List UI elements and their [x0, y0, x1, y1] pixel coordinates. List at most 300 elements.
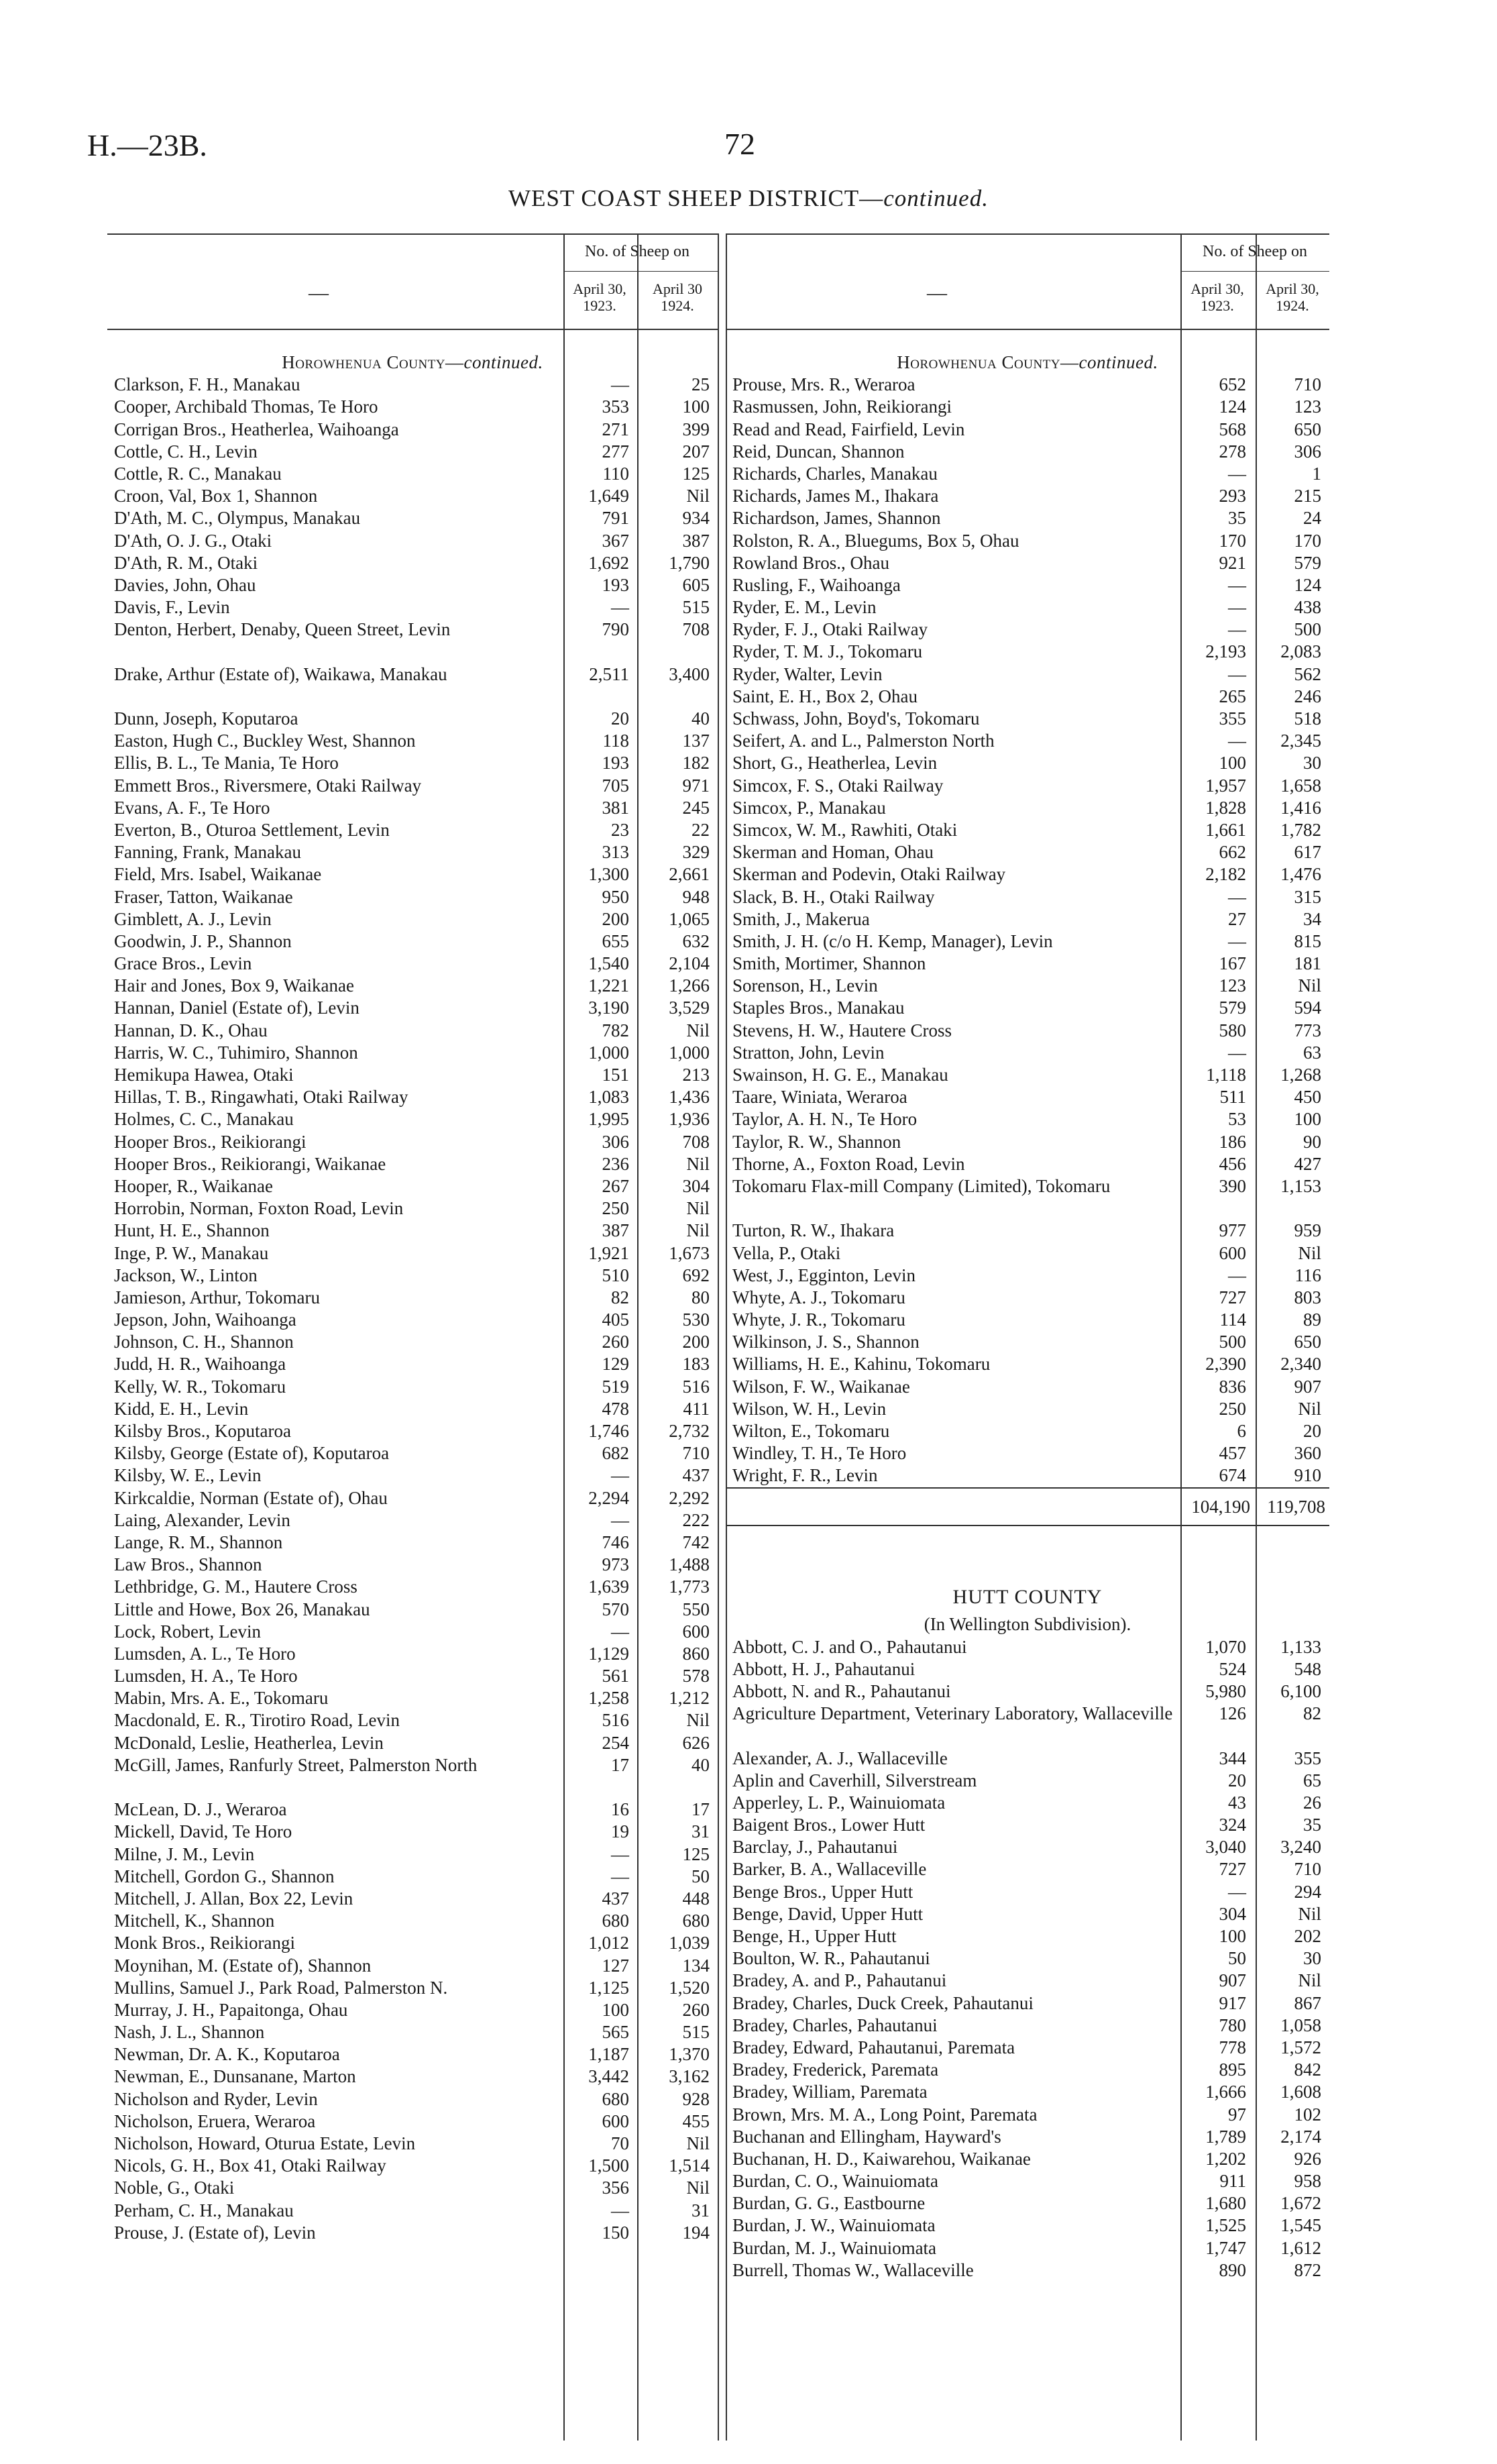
table-row	[107, 1287, 718, 1309]
sheep-1924: 934	[682, 508, 710, 529]
sheep-1924: Nil	[686, 2178, 710, 2198]
sheep-1923: 791	[602, 508, 629, 529]
sheep-1924: 455	[682, 2110, 710, 2131]
table-row	[726, 596, 1329, 619]
table-row	[107, 1687, 718, 1709]
holder-name: Law Bros., Shannon	[114, 1554, 262, 1575]
sheep-1924: Nil	[686, 1220, 710, 1241]
sheep-1923: 674	[1219, 1465, 1246, 1486]
holder-name: Mitchell, J. Allan, Box 22, Levin	[114, 1888, 353, 1909]
holder-name: Lumsden, H. A., Te Horo	[114, 1666, 298, 1686]
sheep-1923: 23	[611, 819, 629, 840]
sheep-1923: 895	[1219, 2059, 1246, 2080]
sheep-1923: 662	[1219, 842, 1246, 863]
holder-name: Smith, J., Makerua	[732, 908, 870, 929]
sheep-1924: 530	[682, 1309, 710, 1330]
table-row	[726, 797, 1329, 819]
sheep-1924: 710	[1294, 1859, 1321, 1880]
holder-name: Taylor, A. H. N., Te Horo	[732, 1109, 918, 1130]
sheep-1923: 381	[602, 797, 629, 818]
page-number: 72	[724, 127, 755, 161]
table-row	[107, 797, 718, 819]
holder-name: Dunn, Joseph, Koputaroa	[114, 708, 298, 729]
table-row	[726, 1353, 1329, 1375]
holder-name: Bradey, A. and P., Pahautanui	[732, 1970, 947, 1991]
sheep-1923: 5,980	[1205, 1680, 1246, 1701]
sheep-1924: 213	[682, 1065, 710, 1085]
table-row	[726, 953, 1329, 975]
sheep-1924: 1,672	[1280, 2193, 1321, 2214]
table-row	[107, 507, 718, 529]
sheep-1923: 167	[1219, 953, 1246, 974]
sheep-1924: 518	[1294, 708, 1321, 729]
table-row	[107, 1331, 718, 1353]
table-row	[107, 1665, 718, 1687]
table-row	[107, 374, 718, 396]
holder-name: Emmett Bros., Riversmere, Otaki Railway	[114, 775, 422, 796]
header-col-1924: April 30, 1924.	[1266, 280, 1319, 314]
table-row	[726, 663, 1329, 686]
sheep-1923: 1,540	[588, 953, 629, 974]
holder-name: Everton, B., Oturoa Settlement, Levin	[114, 819, 390, 840]
table-row	[107, 1309, 718, 1331]
section-heading	[107, 352, 718, 374]
sheep-1924: 803	[1294, 1287, 1321, 1307]
sheep-1924: 222	[682, 1509, 710, 1530]
sheep-1924: 860	[682, 1643, 710, 1664]
sheep-1924: 124	[1294, 574, 1321, 595]
table-row	[107, 1420, 718, 1442]
sheep-1923: —	[1228, 731, 1246, 751]
sheep-1924: Nil	[686, 1153, 710, 1174]
sheep-1924: 617	[1294, 842, 1321, 863]
sheep-1923: 127	[602, 1955, 629, 1976]
sheep-1924: Nil	[1298, 1970, 1321, 1991]
table-row	[107, 1042, 718, 1064]
holder-name: Lumsden, A. L., Te Horo	[114, 1643, 296, 1664]
sheep-1923: 1,525	[1205, 2215, 1246, 2236]
header-group-rule	[563, 271, 718, 272]
holder-name: Reid, Duncan, Shannon	[732, 441, 905, 462]
holder-name: Rusling, F., Waihoanga	[732, 574, 901, 595]
sheep-1923: 250	[602, 1198, 629, 1219]
sheep-1924: 948	[682, 886, 710, 907]
document-reference: H.—23B.	[87, 128, 207, 162]
holder-name: Lethbridge, G. M., Hautere Cross	[114, 1576, 357, 1597]
sheep-1924: 137	[682, 731, 710, 751]
table-row	[107, 2177, 718, 2199]
sheep-1924: 680	[682, 1911, 710, 1931]
sheep-1923: 437	[602, 1888, 629, 1909]
sheep-1924: 1,488	[669, 1554, 710, 1575]
table-row	[107, 530, 718, 552]
holder-name: McDonald, Leslie, Heatherlea, Levin	[114, 1732, 384, 1753]
sheep-1924: 605	[682, 574, 710, 595]
sheep-1924: 1,153	[1280, 1175, 1321, 1196]
sheep-1924: 438	[1294, 597, 1321, 618]
table-row	[726, 419, 1329, 441]
holder-name: D'Ath, R. M., Otaki	[114, 552, 258, 573]
sheep-1923: —	[1228, 1881, 1246, 1902]
sheep-1924: 958	[1294, 2171, 1321, 2192]
table-row	[726, 819, 1329, 841]
sheep-1923: 3,190	[588, 998, 629, 1018]
table-row	[107, 2066, 718, 2088]
right-rows	[726, 352, 1329, 2282]
sheep-1923: 353	[602, 396, 629, 417]
section-gap	[726, 1526, 1329, 1583]
table-row	[107, 619, 718, 663]
sheep-1923: 1,221	[588, 975, 629, 996]
sheep-1923: 186	[1219, 1131, 1246, 1152]
holder-name: Burdan, C. O., Wainuiomata	[732, 2171, 939, 2192]
sheep-1923: 151	[602, 1065, 629, 1085]
sheep-1924: 3,240	[1280, 1837, 1321, 1858]
header-dash: —	[927, 282, 947, 304]
sheep-1924: 1,790	[669, 552, 710, 573]
holder-name: Mickell, David, Te Horo	[114, 1821, 292, 1842]
holder-name: Kirkcaldie, Norman (Estate of), Ohau	[114, 1487, 388, 1508]
holder-name: Nicols, G. H., Box 41, Otaki Railway	[114, 2155, 386, 2176]
sheep-1923: 123	[1219, 975, 1246, 996]
holder-name: Taylor, R. W., Shannon	[732, 1131, 901, 1152]
sheep-1923: 790	[602, 619, 629, 640]
table-row	[726, 2170, 1329, 2192]
holder-name: Milne, J. M., Levin	[114, 1843, 255, 1864]
sheep-1923: 390	[1219, 1175, 1246, 1196]
table-row	[726, 708, 1329, 730]
table-row	[726, 1658, 1329, 1680]
table-row	[107, 1599, 718, 1621]
table-row	[107, 752, 718, 774]
sheep-1923: 27	[1228, 908, 1246, 929]
table-row	[107, 1532, 718, 1554]
holder-name: Vella, P., Otaki	[732, 1242, 841, 1263]
holder-name: Hannan, D. K., Ohau	[114, 1020, 268, 1040]
table-row	[726, 463, 1329, 485]
sheep-1923: 579	[1219, 998, 1246, 1018]
holder-name: West, J., Egginton, Levin	[732, 1265, 916, 1285]
table-row	[726, 1680, 1329, 1703]
holder-name: Kilsby, W. E., Levin	[114, 1465, 262, 1486]
sheep-1924: 600	[682, 1621, 710, 1642]
holder-name: Rolston, R. A., Bluegums, Box 5, Ohau	[732, 530, 1019, 551]
sheep-1924: 125	[682, 463, 710, 484]
table-row	[107, 1353, 718, 1375]
table-row	[107, 1487, 718, 1509]
holder-name: Wilson, F. W., Waikanae	[732, 1376, 910, 1397]
sheep-1924: 1,545	[1280, 2215, 1321, 2236]
sheep-1924: 100	[1294, 1109, 1321, 1130]
holder-name: Moynihan, M. (Estate of), Shannon	[114, 1955, 372, 1976]
sheep-1924: 215	[1294, 486, 1321, 506]
sheep-1924: Nil	[1298, 1903, 1321, 1924]
holder-name: Read and Read, Fairfield, Levin	[732, 419, 965, 439]
table-row	[726, 1220, 1329, 1242]
sheep-1924: 399	[682, 419, 710, 439]
table-row	[726, 930, 1329, 953]
sheep-1924: 40	[691, 708, 710, 729]
sheep-1924: 515	[682, 2022, 710, 2043]
holder-name: Burdan, G. G., Eastbourne	[732, 2193, 926, 2214]
sheep-1924: 579	[1294, 552, 1321, 573]
table-row	[107, 485, 718, 507]
sheep-1923: —	[1228, 619, 1246, 640]
sheep-1924: 182	[682, 753, 710, 773]
sheep-1923: 516	[602, 1710, 629, 1731]
sheep-1924: 907	[1294, 1376, 1321, 1397]
sheep-1923: 100	[1219, 1926, 1246, 1947]
sheep-1923: 1,680	[1205, 2193, 1246, 2214]
holder-name: Clarkson, F. H., Manakau	[114, 374, 300, 395]
sheep-1923: 1,070	[1205, 1636, 1246, 1657]
sheep-1923: 1,129	[588, 1643, 629, 1664]
table-row	[726, 975, 1329, 997]
sheep-1923: 890	[1219, 2259, 1246, 2280]
table-row	[726, 886, 1329, 908]
sheep-1924: 183	[682, 1354, 710, 1375]
table-row	[107, 1554, 718, 1576]
sheep-1924: 6,100	[1280, 1680, 1321, 1701]
table-row	[107, 1398, 718, 1420]
holder-name: Noble, G., Otaki	[114, 2178, 235, 2198]
sheep-1923: 1,000	[588, 1042, 629, 1063]
sheep-1924: 1,436	[669, 1087, 710, 1108]
table-row	[726, 441, 1329, 463]
holder-name: D'Ath, M. C., Olympus, Manakau	[114, 508, 361, 529]
holder-name: Davies, John, Ohau	[114, 574, 256, 595]
sheep-1923: 456	[1219, 1153, 1246, 1174]
sheep-1923: 836	[1219, 1376, 1246, 1397]
sheep-1924: 1,039	[669, 1933, 710, 1953]
sheep-1923: —	[1228, 574, 1246, 595]
total-1924: 119,708	[1267, 1496, 1325, 1517]
sheep-1923: 746	[602, 1532, 629, 1552]
sheep-1923: 19	[611, 1821, 629, 1842]
sheep-1924: 1,608	[1280, 2082, 1321, 2102]
sheep-1924: 594	[1294, 998, 1321, 1018]
sheep-1924: 926	[1294, 2148, 1321, 2169]
table-row	[726, 2037, 1329, 2059]
table-row	[107, 1220, 718, 1242]
holder-name: Fanning, Frank, Manakau	[114, 842, 301, 863]
sheep-1923: 652	[1219, 374, 1246, 395]
sheep-1924: 26	[1303, 1792, 1321, 1813]
sheep-1923: 2,294	[588, 1487, 629, 1508]
sheep-1923: 782	[602, 1020, 629, 1040]
table-row	[726, 1925, 1329, 1947]
sheep-1924: 170	[1294, 530, 1321, 551]
sheep-1923: 2,193	[1205, 641, 1246, 662]
sheep-1923: 260	[602, 1332, 629, 1352]
holder-name: Alexander, A. J., Wallaceville	[732, 1748, 948, 1768]
table-row	[726, 1748, 1329, 1770]
holder-name: Mitchell, K., Shannon	[114, 1911, 275, 1931]
table-row	[107, 2133, 718, 2155]
table-row	[726, 396, 1329, 418]
table-row	[107, 1643, 718, 1665]
holder-name: Wright, F. R., Levin	[732, 1465, 878, 1486]
sheep-1923: 267	[602, 1175, 629, 1196]
holder-name: Hillas, T. B., Ringawhati, Otaki Railway	[114, 1087, 408, 1108]
sheep-1923: 293	[1219, 486, 1246, 506]
sheep-1924: Nil	[686, 486, 710, 506]
holder-name: Ryder, E. M., Levin	[732, 597, 877, 618]
holder-name: Buchanan, H. D., Kaiwarehou, Waikanae	[732, 2148, 1031, 2169]
sheep-1924: 2,174	[1280, 2126, 1321, 2147]
sheep-1924: 260	[682, 1999, 710, 2020]
sheep-1924: 773	[1294, 1020, 1321, 1040]
sheep-1923: 53	[1228, 1109, 1246, 1130]
table-row	[726, 1309, 1329, 1331]
sheep-1924: 1,416	[1280, 797, 1321, 818]
sheep-1924: 815	[1294, 930, 1321, 951]
table-row	[107, 1888, 718, 1910]
holder-name: Simcox, F. S., Otaki Railway	[732, 775, 944, 796]
sheep-1924: 437	[682, 1465, 710, 1486]
holder-name: McGill, James, Ranfurly Street, Palmerston North	[114, 1754, 478, 1775]
sheep-1924: 548	[1294, 1658, 1321, 1679]
sheep-1924: 90	[1303, 1131, 1321, 1152]
sheep-1923: 977	[1219, 1220, 1246, 1241]
holder-name: Hemikupa Hawea, Otaki	[114, 1065, 294, 1085]
sheep-1923: 500	[1219, 1332, 1246, 1352]
sheep-1923: 457	[1219, 1443, 1246, 1464]
sheep-1923: 3,442	[588, 2066, 629, 2087]
table-row	[726, 2104, 1329, 2126]
sheep-1924: 102	[1294, 2104, 1321, 2125]
sheep-1923: 1,957	[1205, 775, 1246, 796]
sheep-1923: 561	[602, 1666, 629, 1686]
sheep-1924: 123	[1294, 396, 1321, 417]
sheep-1923: —	[611, 1866, 629, 1886]
sheep-1924: Nil	[686, 1020, 710, 1040]
sheep-1923: 1,666	[1205, 2082, 1246, 2102]
hutt-county-heading: HUTT COUNTY	[952, 1585, 1103, 1608]
sheep-1924: 100	[682, 396, 710, 417]
holder-name: Nicholson, Eruera, Weraroa	[114, 2110, 316, 2131]
holder-name: Burdan, M. J., Wainuiomata	[732, 2237, 937, 2258]
sheep-1924: 427	[1294, 1153, 1321, 1174]
sheep-1923: 250	[1219, 1398, 1246, 1419]
table-row	[726, 1287, 1329, 1309]
holder-name: Judd, H. R., Waihoanga	[114, 1354, 286, 1375]
header-dash: —	[309, 282, 329, 304]
sheep-1923: 1,921	[588, 1242, 629, 1263]
holder-name: Mitchell, Gordon G., Shannon	[114, 1866, 335, 1886]
holder-name: Simcox, W. M., Rawhiti, Otaki	[732, 819, 958, 840]
sheep-1924: 1,658	[1280, 775, 1321, 796]
sheep-1924: 315	[1294, 886, 1321, 907]
holder-name: Rowland Bros., Ohau	[732, 552, 889, 573]
column-rule	[718, 233, 719, 2441]
table-row	[726, 552, 1329, 574]
table-row	[726, 574, 1329, 596]
sheep-1923: 50	[1228, 1948, 1246, 1969]
sheep-1924: 294	[1294, 1881, 1321, 1902]
sheep-1924: 2,104	[669, 953, 710, 974]
sheep-1923: 367	[602, 530, 629, 551]
holder-name: Smith, J. H. (c/o H. Kemp, Manager), Levin	[732, 930, 1053, 951]
sheep-1924: 710	[682, 1443, 710, 1464]
sheep-1923: 1,500	[588, 2155, 629, 2176]
sheep-1924: 910	[1294, 1465, 1321, 1486]
sheep-1923: 682	[602, 1443, 629, 1464]
header-group-label: No. of Sheep on	[585, 243, 689, 260]
sheep-1923: 344	[1219, 1748, 1246, 1768]
header-col-1924: April 30 1924.	[653, 280, 702, 314]
sheep-1923: 356	[602, 2178, 629, 2198]
sheep-1924: 31	[691, 2200, 710, 2220]
sheep-1924: 24	[1303, 508, 1321, 529]
sheep-1923: —	[1228, 663, 1246, 684]
sheep-1923: 727	[1219, 1287, 1246, 1307]
holder-name: Windley, T. H., Te Horo	[732, 1443, 907, 1464]
sheep-1923: 110	[602, 463, 629, 484]
sheep-1923: 82	[611, 1287, 629, 1307]
table-row	[726, 686, 1329, 708]
left-table	[107, 233, 718, 2441]
holder-name: Goodwin, J. P., Shannon	[114, 930, 292, 951]
table-row	[107, 1709, 718, 1731]
holder-name: Cottle, R. C., Manakau	[114, 463, 282, 484]
holder-name: Seifert, A. and L., Palmerston North	[732, 731, 995, 751]
sheep-1924: 34	[1303, 908, 1321, 929]
holder-name: Bradey, Charles, Duck Creek, Pahautanui	[732, 1992, 1034, 2013]
holder-name: Prouse, J. (Estate of), Levin	[114, 2222, 316, 2243]
table-row	[726, 2237, 1329, 2259]
holder-name: Macdonald, E. R., Tirotiro Road, Levin	[114, 1710, 400, 1731]
holder-name: Evans, A. F., Te Horo	[114, 797, 270, 818]
table-row	[107, 1621, 718, 1643]
sheep-1924: Nil	[1298, 1242, 1321, 1263]
holder-name: Williams, H. E., Kahinu, Tokomaru	[732, 1354, 991, 1375]
sheep-1924: 125	[682, 1843, 710, 1864]
table-row	[107, 1197, 718, 1220]
table-row	[726, 1992, 1329, 2015]
holder-name: Saint, E. H., Box 2, Ohau	[732, 686, 918, 706]
sheep-1924: 80	[691, 1287, 710, 1307]
table-row	[726, 1792, 1329, 1814]
table-row	[107, 730, 718, 752]
sheep-1923: 405	[602, 1309, 629, 1330]
holder-name: Lange, R. M., Shannon	[114, 1532, 283, 1552]
table-row	[107, 841, 718, 863]
holder-name: Ryder, T. M. J., Tokomaru	[732, 641, 923, 662]
sheep-1924: 650	[1294, 1332, 1321, 1352]
sheep-1924: 31	[691, 1821, 710, 1842]
sheep-1924: Nil	[1298, 1398, 1321, 1419]
holder-name: Jackson, W., Linton	[114, 1265, 258, 1285]
sheep-1924: 516	[682, 1376, 710, 1397]
sheep-1924: 1,520	[669, 1977, 710, 1998]
table-row	[107, 1821, 718, 1843]
table-row	[107, 2222, 718, 2244]
table-row	[107, 1754, 718, 1799]
sheep-1923: —	[1228, 597, 1246, 618]
sheep-1923: 271	[602, 419, 629, 439]
table-row	[107, 1131, 718, 1153]
holder-name: Rasmussen, John, Reikiorangi	[732, 396, 952, 417]
sheep-1923: —	[1228, 463, 1246, 484]
holder-name: Mullins, Samuel J., Park Road, Palmerston N.	[114, 1977, 448, 1998]
table-row	[107, 908, 718, 930]
table-row	[726, 841, 1329, 863]
sheep-1923: 1,661	[1205, 819, 1246, 840]
sheep-1923: 1,012	[588, 1933, 629, 1953]
holder-name: Grace Bros., Levin	[114, 953, 252, 974]
sheep-1924: 578	[682, 1666, 710, 1686]
